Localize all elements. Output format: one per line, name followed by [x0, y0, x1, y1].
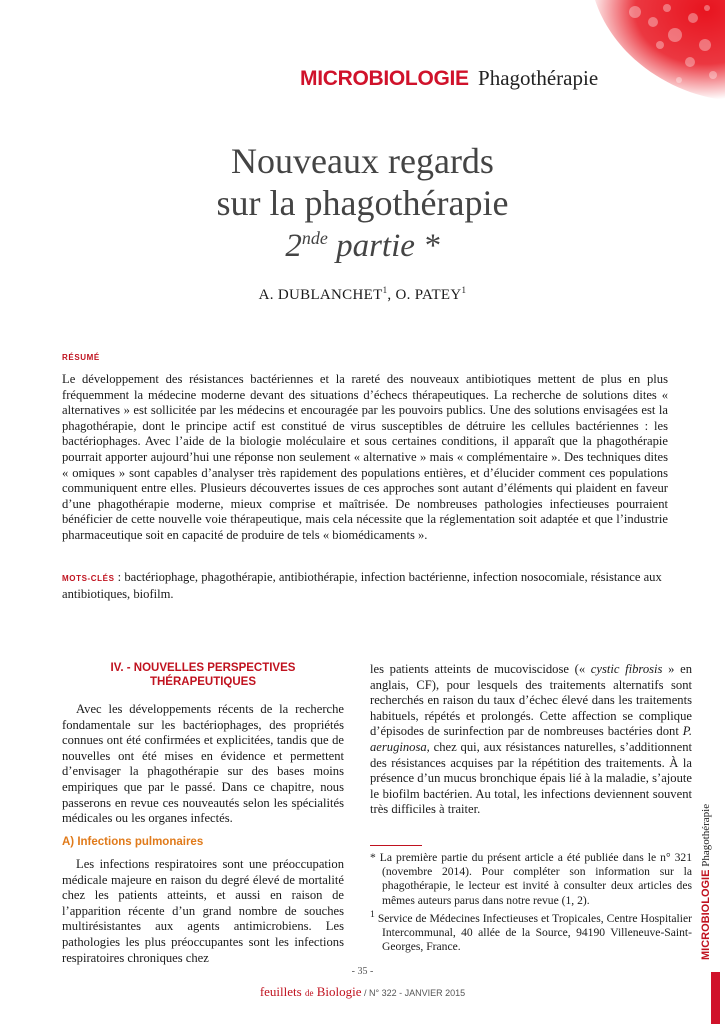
part-number-suffix: nde [301, 228, 328, 248]
footnotes [370, 851, 692, 954]
keywords-separator: : [114, 570, 125, 584]
keywords [62, 570, 668, 602]
author-2: O. PATEY [395, 287, 462, 303]
side-color-bar [711, 972, 720, 1024]
header-subcategory: Phagothérapie [478, 66, 599, 90]
side-running-title [700, 804, 712, 960]
section-heading-line-1: IV. - NOUVELLES PERSPECTIVES [110, 662, 296, 674]
section-heading [62, 661, 344, 689]
title-line-2: sur la phagothérapie [216, 183, 509, 223]
part-subtitle [0, 228, 725, 265]
abstract-label: RÉSUMÉ [62, 353, 100, 362]
part-number: 2 [285, 228, 302, 264]
authors [0, 285, 725, 304]
part-word: partie * [336, 228, 440, 264]
para3-part-b: » en anglais, CF), pour lesquels des traitements alternatifs sont recherchés en raison du taux d’échec élevé dans les traitements habituels, répétés et prolongés. Cette affection se complique d’épisodes de surinfection par de nombreuses bactéries dont [370, 662, 692, 739]
journal-footer [0, 984, 725, 1000]
page-number: - 35 - [351, 966, 374, 977]
author-1-affil: 1 [382, 285, 388, 295]
title-line-1: Nouveaux regards [231, 141, 494, 181]
journal-issue: / N° 322 - JANVIER 2015 [361, 988, 466, 998]
paragraph-intro: Avec les développements récents de la recherche fondamentale sur les bactériophages, des propriétés connues ont été confirmées et explicitées, tandis que de nouvelles ont été mises en évidence et permettent d’envisager la phagothérapie sur des bases moins empiriques que par le passé. Dans ce chapitre, nous passerons en revue ces nouveautés selon les spécialités médicales ou les organes infectés. [62, 702, 344, 826]
paragraph-continued [370, 662, 692, 818]
keywords-text: bactériophage, phagothérapie, antibiothérapie, infection bactérienne, infection nosocomiale, résistance aux antibiotiques, biofilm. [62, 570, 662, 601]
corner-decoration [595, 0, 725, 100]
author-1: A. DUBLANCHET [258, 287, 383, 303]
section-header [300, 66, 598, 91]
footnote-2-text: Service de Médecines Infectieuses et Tropicales, Centre Hospitalier Intercommunal, 40 allée de la Source, 94190 Villeneuve-Saint-Georges, France. [374, 911, 692, 954]
footnote-2 [370, 908, 692, 954]
author-separator: , [387, 287, 396, 303]
para3-cystic-fibrosis: cystic fibrosis [590, 662, 663, 676]
keywords-label: MOTS-CLÉS [62, 574, 115, 583]
para3-part-c: chez qui, aux résistances naturelles, s’additionnent des résistances acquises par la répétition des traitements. À la présence d’un mucus bronchique épais lié à la maladie, s’ajoute le biofilm bactérien. Au total, les infections deviennent souvent très difficiles à traiter. [370, 739, 692, 817]
footnote-rule [370, 845, 422, 846]
paragraph-pulmonary: Les infections respiratoires sont une préoccupation médicale majeure en raison du degré élevé de mortalité chez les patients atteints, et aussi en raison de l’apparition récente d’un grand nombre de souches multirésistantes aux agents antimicrobiens. Les pathologies les plus préoccupantes sont les infections respiratoires chroniques chez [62, 857, 344, 965]
journal-name-a: feuillets [259, 984, 305, 999]
section-heading-line-2: THÉRAPEUTIQUES [149, 676, 257, 688]
para3-pseudomonas: P. aeruginosa, [370, 724, 692, 754]
journal-name-de: de [304, 988, 314, 998]
footnote-1: * La première partie du présent article a été publiée dans le n° 321 (novembre 2014). Pour compléter son information sur la phagothérapie, le lecteur est invité à consulter deux articles des mêmes auteurs parus dans notre revue (1, 2). [370, 851, 692, 907]
journal-name-b: Biologie [313, 984, 362, 999]
abstract-text: Le développement des résistances bactériennes et la rareté des nouveaux antibiotiques mettent de plus en plus fréquemment la médecine moderne devant des situations d’échecs thérapeutiques. La recherche de solutions dites « alternatives » est sollicitée par les médecins et encouragée par les pouvoirs publics. Une des solutions envisagées est la phagothérapie, dont le principe actif est constitué de virus susceptibles de détruire les cellules bactériennes : les bactériophages. Avec l’aide de la biologie moléculaire et sous certaines conditions, il apparaît que la phagothérapie pourrait apporter aujourd’hui une réponse non seulement « alternative » mais « complémentaire ». Des techniques dites « omiques » sont capables d’analyser très rapidement des populations entières, et d’élucider comment ces populations communiquent entre elles. Plusieurs découvertes issues de ces approches sont autant d’éléments qui plaident en faveur d’une phagothérapie moderne, mieux comprise et maîtrisée. De nombreuses pathologies infectieuses pourraient bénéficier de cette nouvelle voie thérapeutique, mais cela nécessite que la réglementation soit adaptée et que l’industrie pharmaceutique soit en capacité de produire de tels « biomédicaments ». [62, 372, 668, 542]
side-subcategory: Phagothérapie [700, 803, 712, 867]
subsection-heading: A) Infections pulmonaires [62, 836, 204, 848]
para3-part-a: les patients atteints de mucoviscidose (« [370, 662, 591, 676]
footnote-2-mark: 1 [370, 908, 375, 920]
header-category: MICROBIOLOGIE [300, 67, 469, 90]
side-category: MICROBIOLOGIE [700, 869, 712, 960]
author-2-affil: 1 [461, 285, 467, 295]
